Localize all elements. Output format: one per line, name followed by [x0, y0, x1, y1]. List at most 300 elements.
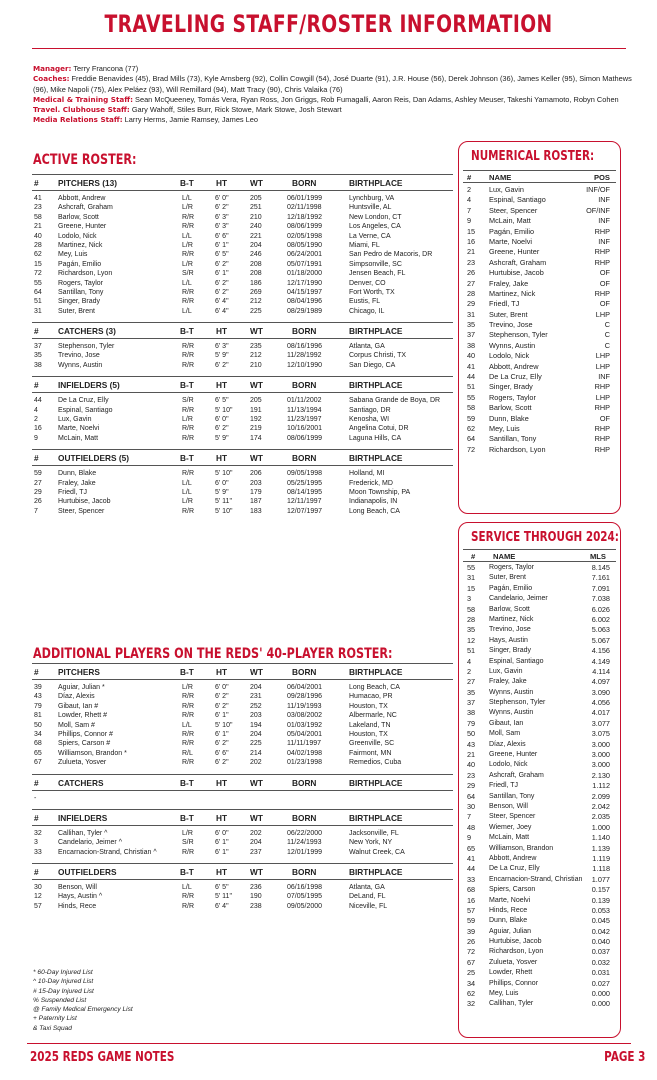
table-cell: L/L [182, 232, 192, 240]
table-cell: Long Beach, CA [349, 684, 400, 691]
table-cell: 7 [34, 507, 38, 515]
position-value: LHP [595, 309, 610, 319]
mls-value: 7.038 [591, 594, 610, 604]
table-cell: 12/17/1990 [287, 279, 323, 287]
col-mls: MLS [589, 552, 606, 561]
player-number: 12 [467, 635, 476, 645]
roster-group [32, 322, 453, 370]
list-item [459, 279, 620, 289]
table-cell: Los Angeles, CA [349, 223, 401, 231]
table-cell: R/R [182, 702, 195, 710]
table-cell: 202 [250, 759, 262, 767]
table-cell: R/R [182, 251, 195, 259]
numerical-roster-header [463, 170, 616, 183]
mls-value: 0.040 [591, 937, 610, 947]
table-cell: L/L [182, 279, 192, 287]
table-cell: Hurtubise, Jacob [58, 498, 111, 506]
player-number: 25 [467, 968, 476, 978]
mls-value: 4.114 [592, 666, 610, 676]
mls-value: 5.063 [591, 625, 610, 635]
list-item [459, 414, 620, 424]
table-row [32, 351, 453, 360]
table-cell: Stephenson, Tyler [58, 343, 115, 351]
table-cell: 58 [34, 213, 42, 221]
table-cell: 02/05/1998 [287, 232, 323, 240]
list-item [459, 573, 620, 583]
player-number: 26 [467, 937, 476, 947]
table-cell: Houston, TX [349, 730, 388, 738]
table-cell: R/R [182, 759, 195, 767]
legend-item: + Paternity List [33, 1015, 77, 1023]
list-item [459, 989, 620, 999]
table-cell: Lodolo, Nick [58, 232, 97, 240]
player-name: Wynns, Austin [489, 340, 536, 350]
player-number: 40 [467, 351, 476, 361]
table-cell: L/L [182, 488, 192, 496]
table-cell: 6' 2" [215, 759, 229, 767]
table-row [32, 415, 453, 424]
position-value: INF [598, 216, 610, 226]
player-number: 2 [467, 185, 472, 194]
list-item [459, 968, 620, 978]
player-number: 64 [467, 791, 476, 801]
table-cell: 6' 1" [215, 848, 229, 856]
player-name: Trevino, Jose [489, 626, 531, 634]
table-cell: 6' 3" [215, 343, 229, 351]
mls-value: 2.099 [591, 791, 610, 801]
list-item [459, 750, 620, 760]
player-number: 43 [467, 739, 476, 749]
player-number: 72 [467, 444, 476, 454]
player-number: 39 [467, 926, 476, 936]
service-box [458, 522, 621, 1038]
table-cell: 08/29/1989 [287, 307, 323, 315]
header-cell: BIRTHPLACE [349, 380, 403, 391]
player-number: 16 [467, 236, 476, 246]
legend-item: * 60-Day Injured List [33, 969, 93, 976]
table-row [32, 361, 453, 370]
header-cell: BORN [292, 453, 317, 464]
player-number: 33 [467, 874, 476, 884]
header-cell: PITCHERS [58, 667, 100, 677]
table-row [32, 838, 453, 847]
player-number: 35 [467, 625, 476, 635]
player-name: Gibaut, Ian [489, 719, 524, 727]
table-cell: Angelina Cotui, DR [349, 425, 409, 433]
table-cell: 64 [34, 288, 42, 296]
position-value: OF/INF [586, 205, 610, 215]
table-cell: L/L [182, 195, 192, 202]
table-row [32, 297, 453, 306]
header-cell: WT [250, 777, 263, 788]
player-number: 23 [467, 257, 476, 267]
position-value: LHP [595, 361, 610, 371]
table-cell: 210 [250, 213, 262, 221]
table-cell: 38 [34, 361, 42, 369]
position-value: RHP [594, 434, 610, 444]
table-cell: Zulueta, Yosver [58, 759, 107, 767]
table-cell: 72 [34, 270, 42, 278]
player-name: Lodolo, Nick [489, 761, 528, 769]
table-cell: 251 [250, 204, 262, 212]
list-item [459, 896, 620, 906]
table-cell: S/R [182, 397, 194, 405]
staff-label: Medical & Training Staff: [33, 94, 133, 104]
table-cell: 11/23/1997 [287, 416, 322, 424]
player-name: Martinez, Nick [489, 615, 534, 623]
player-name: Candelario, Jeimer [489, 595, 548, 603]
table-cell: R/R [182, 730, 195, 738]
player-name: Díaz, Alexis [489, 740, 526, 748]
table-cell: 202 [250, 829, 262, 837]
list-item [459, 937, 620, 947]
player-number: 3 [467, 594, 472, 604]
legend-item: ^ 10-Day Injured List [33, 978, 94, 986]
table-cell: Greenville, SC [349, 740, 395, 748]
staff-text: Terry Francona (77) [73, 64, 139, 73]
list-item [459, 594, 620, 604]
header-cell: B-T [180, 812, 194, 823]
player-number: 29 [467, 299, 476, 309]
mls-value: 4.017 [591, 708, 610, 718]
player-number: 7 [467, 205, 472, 215]
table-cell: Corpus Christi, TX [349, 352, 407, 360]
header-cell: # [34, 453, 39, 464]
player-name: Friedl, TJ [489, 782, 519, 790]
table-cell: 65 [34, 749, 42, 757]
player-number: 31 [467, 309, 476, 319]
service-rows [459, 563, 620, 1010]
table-row [32, 260, 453, 269]
table-cell: Rogers, Taylor [58, 279, 104, 287]
mls-value: 3.000 [591, 750, 610, 760]
table-row [32, 507, 453, 516]
table-cell: 04/02/1998 [287, 749, 323, 757]
mls-value: 7.091 [591, 583, 610, 593]
table-cell: 08/04/1996 [287, 298, 323, 306]
col-name: NAME [489, 173, 512, 182]
list-item [459, 372, 620, 382]
table-cell: 67 [34, 759, 42, 767]
table-cell: Huntsville, AL [349, 204, 392, 212]
table-cell: 06/22/2000 [287, 829, 323, 837]
staff-text: Larry Herms, Jamie Ramsey, James Leo [124, 115, 259, 125]
player-name: Lowder, Rhett [489, 969, 533, 977]
footer-divider [27, 1043, 631, 1044]
table-cell: 06/24/2001 [287, 251, 323, 259]
player-name: Stephenson, Tyler [489, 699, 546, 707]
roster-group [32, 774, 453, 803]
player-name: De La Cruz, Elly [489, 372, 542, 382]
mls-value: 4.097 [591, 677, 610, 687]
table-cell: 32 [34, 829, 42, 837]
mls-value: 1.119 [592, 853, 610, 863]
table-cell: Aguiar, Julian * [58, 684, 105, 691]
player-number: 35 [467, 687, 476, 697]
table-cell: 6' 2" [215, 260, 229, 268]
player-number: 7 [467, 812, 472, 822]
table-cell: R/R [182, 288, 195, 296]
table-cell: Hays, Austin ^ [58, 893, 103, 901]
footer-right: PAGE 3 [604, 1050, 646, 1065]
player-number: 27 [467, 677, 476, 687]
table-cell: 21 [34, 223, 42, 231]
table-cell: Espinal, Santiago [58, 406, 113, 414]
table-cell: 40 [34, 232, 42, 240]
table-cell: Richardson, Lyon [58, 270, 113, 278]
player-name: Fraley, Jake [489, 678, 527, 686]
table-cell: Barlow, Scott [58, 213, 99, 221]
table-cell: 203 [250, 712, 262, 720]
table-cell: L/L [182, 307, 192, 315]
player-name: Santillan, Tony [489, 792, 535, 800]
table-cell: 187 [250, 498, 262, 506]
table-cell: R/L [182, 749, 193, 757]
mls-value: 4.156 [591, 646, 610, 656]
table-row [32, 749, 453, 758]
mls-value: 1.118 [592, 864, 610, 874]
table-cell: 5' 9" [215, 488, 229, 496]
table-cell: - [34, 794, 37, 802]
mls-value: 8.145 [591, 563, 610, 572]
table-cell: 79 [34, 702, 42, 710]
table-cell: Walnut Creek, CA [349, 848, 405, 856]
legend-item: % Suspended List [33, 996, 87, 1004]
position-value: C [604, 340, 610, 350]
table-cell: 31 [34, 307, 42, 315]
player-name: Richardson, Lyon [489, 948, 544, 956]
roster-group-header [32, 449, 453, 466]
player-name: Hurtubise, Jacob [489, 938, 542, 946]
header-cell: BIRTHPLACE [349, 812, 403, 823]
list-item [459, 382, 620, 392]
mls-value: 1.077 [591, 874, 610, 884]
mls-value: 0.000 [591, 999, 610, 1009]
table-cell: 6' 5" [215, 397, 229, 405]
mls-value: 3.077 [591, 718, 610, 728]
table-cell: 208 [250, 270, 262, 278]
table-cell: R/R [182, 223, 195, 231]
table-cell: 210 [250, 361, 262, 369]
table-cell: 6' 0" [215, 829, 229, 837]
table-cell: 9 [34, 434, 38, 442]
player-name: Ashcraft, Graham [489, 771, 544, 779]
header-cell: WT [250, 867, 263, 878]
table-cell: L/L [182, 884, 192, 892]
mls-value: 1.000 [591, 822, 610, 832]
table-cell: 214 [250, 749, 262, 757]
header-cell: HT [216, 326, 228, 337]
additional-roster-table [32, 663, 453, 917]
table-row [32, 469, 453, 478]
position-value: RHP [594, 226, 610, 236]
table-row [32, 250, 453, 259]
player-name: Moll, Sam [489, 730, 521, 738]
table-cell: L/R [182, 684, 193, 691]
table-cell: 35 [34, 352, 42, 360]
table-cell: 5' 11" [215, 893, 232, 901]
header-cell: BORN [292, 178, 317, 188]
col-name: NAME [493, 552, 516, 561]
player-name: Encarnacion-Strand, Christian [489, 875, 583, 883]
header-cell: BIRTHPLACE [349, 178, 403, 188]
mls-value: 0.042 [591, 926, 610, 936]
mls-value: 3.090 [591, 687, 610, 697]
roster-group-header [32, 174, 453, 191]
player-name: Suter, Brent [489, 574, 526, 582]
roster-group-header [32, 863, 453, 880]
table-cell: 6' 1" [215, 712, 229, 720]
header-cell: BIRTHPLACE [349, 777, 403, 788]
player-name: Rogers, Taylor [489, 564, 535, 571]
table-cell: R/R [182, 406, 195, 414]
table-cell: R/R [182, 507, 195, 515]
table-cell: 5' 10" [215, 721, 233, 729]
player-number: 9 [467, 216, 472, 226]
table-cell: Martinez, Nick [58, 241, 103, 249]
col-number: # [471, 552, 476, 561]
table-cell: 30 [34, 884, 42, 892]
list-item [459, 916, 620, 926]
list-item [459, 299, 620, 309]
player-number: 67 [467, 957, 476, 967]
player-number: 4 [467, 195, 472, 205]
player-name: Hays, Austin [489, 636, 528, 644]
header-cell: CATCHERS (3) [58, 326, 116, 337]
table-cell: 5' 10" [215, 406, 233, 414]
mls-value: 7.161 [591, 573, 610, 583]
list-item [459, 216, 620, 226]
table-cell: Frederick, MD [349, 479, 393, 487]
table-row [32, 883, 453, 892]
position-value: C [604, 320, 610, 330]
player-number: 48 [467, 822, 476, 832]
table-row [32, 194, 453, 203]
table-cell: 5' 11" [215, 498, 232, 506]
player-name: Abbott, Andrew [489, 361, 539, 371]
table-cell: 3 [34, 839, 38, 847]
header-cell: HT [216, 380, 228, 391]
list-item [459, 740, 620, 750]
position-value: C [604, 330, 610, 340]
table-cell: Long Beach, CA [349, 507, 400, 515]
table-cell: 204 [250, 839, 262, 847]
table-row [32, 730, 453, 739]
mls-value: 1.140 [591, 833, 610, 843]
table-cell: Lux, Gavin [58, 416, 92, 424]
table-cell: 11/19/1993 [287, 702, 322, 710]
table-cell: Friedl, TJ [58, 488, 88, 496]
table-cell: 43 [34, 693, 42, 701]
numerical-roster-box [458, 141, 621, 514]
table-row [32, 692, 453, 701]
player-number: 21 [467, 750, 476, 760]
position-value: OF [599, 413, 610, 423]
table-cell: 6' 0" [215, 479, 229, 487]
list-item [459, 237, 620, 247]
list-item [459, 999, 620, 1009]
list-item [459, 584, 620, 594]
staff-clubhouse [33, 105, 633, 115]
mls-value: 3.000 [591, 739, 610, 749]
list-item [459, 289, 620, 299]
table-cell: Gibaut, Ian # [58, 702, 99, 710]
header-cell: BIRTHPLACE [349, 326, 403, 337]
table-cell: R/R [182, 848, 195, 856]
table-row [32, 683, 453, 692]
player-number: 16 [467, 895, 476, 905]
table-cell: 08/06/1999 [287, 223, 323, 231]
list-item [459, 906, 620, 916]
mls-value: 4.149 [591, 656, 610, 666]
header-cell: # [34, 380, 39, 391]
list-item [459, 424, 620, 434]
table-row [32, 902, 453, 911]
header-cell: WT [250, 380, 263, 391]
table-cell: 51 [34, 298, 42, 306]
table-cell: San Diego, CA [349, 361, 396, 369]
table-cell: L/R [182, 204, 193, 212]
table-cell: 12 [34, 893, 42, 901]
player-name: Pagán, Emilio [489, 226, 535, 236]
player-name: Rogers, Taylor [489, 392, 536, 402]
list-item [459, 792, 620, 802]
player-name: Dunn, Blake [489, 413, 529, 423]
player-number: 51 [467, 646, 476, 656]
table-cell: R/R [182, 298, 195, 306]
header-cell: BORN [292, 777, 317, 788]
player-name: Lodolo, Nick [489, 351, 530, 361]
table-row [32, 406, 453, 415]
table-cell: 212 [250, 298, 262, 306]
table-cell: 33 [34, 848, 42, 856]
table-row [32, 222, 453, 231]
player-number: 62 [467, 989, 476, 999]
roster-group [32, 449, 453, 516]
header-cell: B-T [180, 667, 194, 677]
player-number: 55 [467, 563, 476, 572]
table-cell: Santiago, DR [349, 406, 391, 414]
player-number: 38 [467, 340, 476, 350]
list-item [459, 698, 620, 708]
table-cell: Atlanta, GA [349, 884, 385, 892]
player-name: Martinez, Nick [489, 288, 536, 298]
table-cell: 05/25/1995 [287, 479, 323, 487]
header-cell: # [34, 812, 39, 823]
table-cell: McLain, Matt [58, 434, 99, 442]
table-cell: 09/05/1998 [287, 470, 323, 478]
list-item [459, 247, 620, 257]
table-cell: 205 [250, 195, 262, 202]
table-cell: 6' 2" [215, 702, 229, 710]
player-name: Zulueta, Yosver [489, 958, 538, 966]
table-cell: San Pedro de Macoris, DR [349, 251, 433, 259]
table-cell: 39 [34, 684, 42, 691]
table-cell: L/L [182, 479, 192, 487]
table-cell: La Verne, CA [349, 232, 391, 240]
table-cell: L/R [182, 241, 193, 249]
table-cell: 50 [34, 721, 42, 729]
roster-group-header [32, 663, 453, 680]
position-value: LHP [595, 392, 610, 402]
table-cell: L/R [182, 498, 193, 506]
player-number: 79 [467, 718, 476, 728]
table-cell: Fraley, Jake [58, 479, 96, 487]
list-item [459, 927, 620, 937]
table-cell: 81 [34, 712, 42, 720]
player-number: 44 [467, 372, 476, 382]
table-cell: 174 [250, 434, 262, 442]
